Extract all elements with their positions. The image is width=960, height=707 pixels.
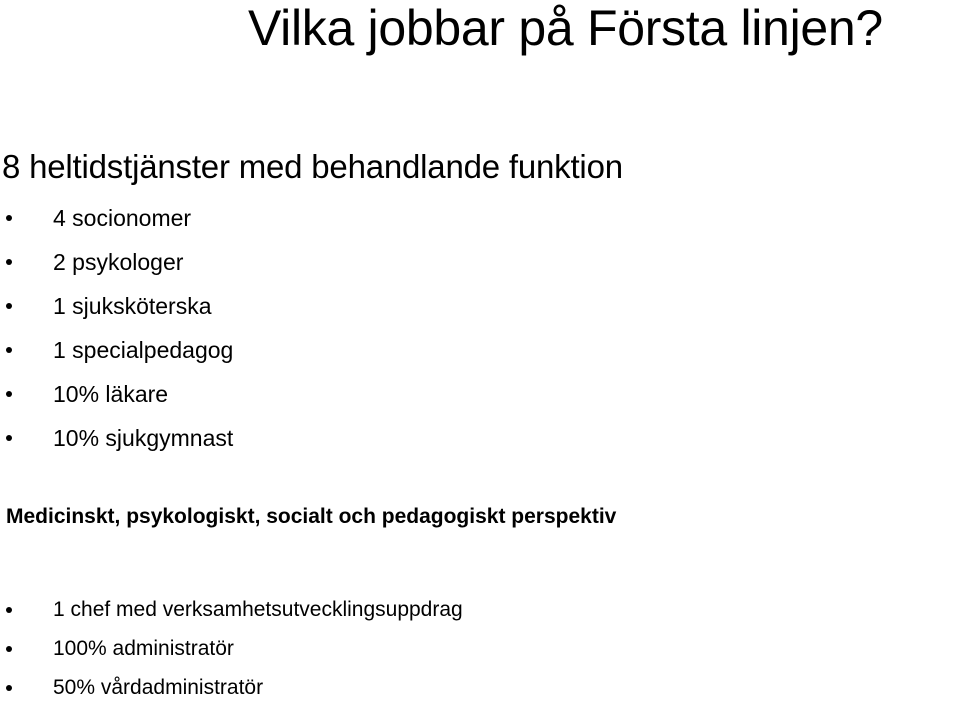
- bullet-icon: [6, 607, 12, 613]
- list-item-text: 1 chef med verksamhetsutvecklingsuppdrag: [53, 598, 463, 621]
- list-item: [0, 668, 463, 707]
- list-item-text: 2 psykologer: [53, 249, 184, 275]
- list-item-text: 10% läkare: [53, 381, 169, 407]
- list-item: [0, 328, 233, 372]
- bullet-icon: [6, 685, 12, 691]
- list-item: [0, 629, 463, 668]
- list-item-text: 10% sjukgymnast: [53, 425, 234, 451]
- list-item: [0, 196, 233, 240]
- list-item: [0, 416, 233, 460]
- staff-list: [0, 196, 233, 460]
- list-item-text: 100% administratör: [53, 637, 234, 660]
- bullet-icon: [6, 347, 12, 353]
- bullet-icon: [6, 259, 12, 265]
- list-item: [0, 590, 463, 629]
- list-item: [0, 372, 233, 416]
- list-item-text: 50% vårdadministratör: [53, 676, 264, 699]
- list-item: [0, 240, 233, 284]
- list-item: [0, 284, 233, 328]
- bullet-icon: [6, 215, 12, 221]
- slide-title: Vilka jobbar på Första linjen?: [248, 0, 883, 56]
- bullet-icon: [6, 391, 12, 397]
- bullet-icon: [6, 646, 12, 652]
- bullet-icon: [6, 435, 12, 441]
- list-item-text: 1 sjuksköterska: [53, 293, 212, 319]
- bullet-icon: [6, 303, 12, 309]
- admin-list: [0, 590, 463, 707]
- staff-subheading: 8 heltidstjänster med behandlande funktion: [2, 148, 623, 185]
- list-item-text: 4 socionomer: [53, 205, 192, 231]
- perspective-line: Medicinskt, psykologiskt, socialt och pedagogiskt perspektiv: [6, 505, 617, 528]
- list-item-text: 1 specialpedagog: [53, 337, 234, 363]
